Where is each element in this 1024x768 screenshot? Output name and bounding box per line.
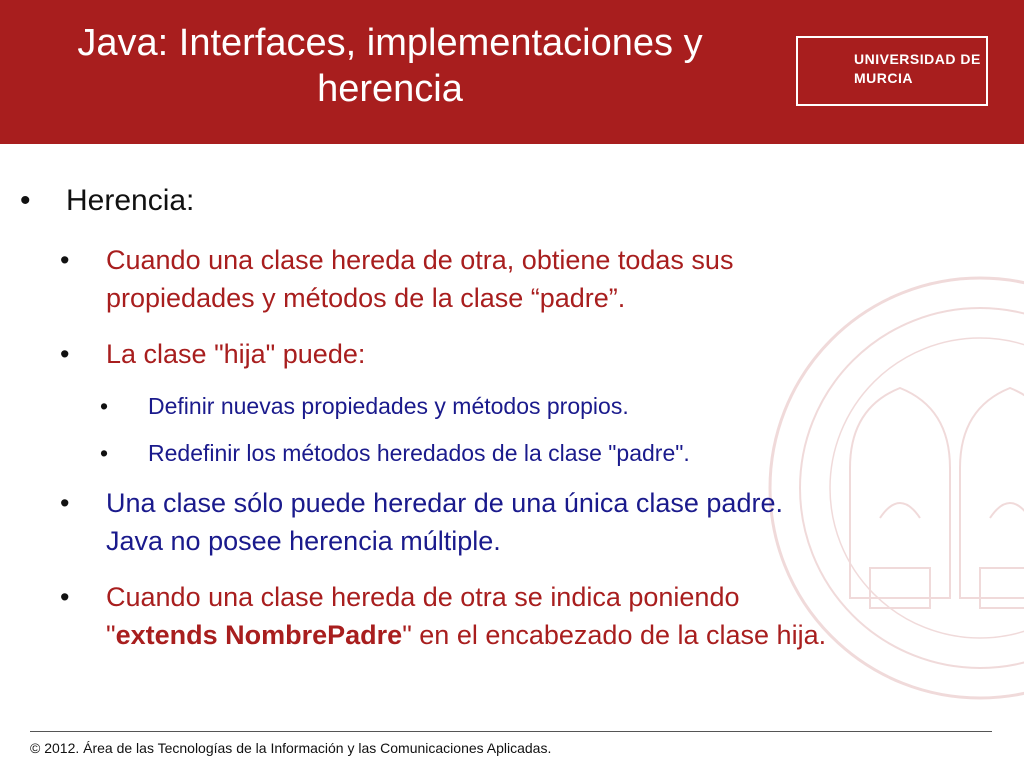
list-item-text-line1: Una clase sólo puede heredar de una única clase padre. [106, 488, 783, 518]
list-item-text-line2: propiedades y métodos de la clase “padre”. [106, 283, 626, 313]
bullet-marker: • [100, 440, 109, 466]
footer-copyright: © 2012. Área de las Tecnologías de la Información y las Comunicaciones Aplicadas. [30, 740, 552, 756]
bullet-marker: • [100, 393, 109, 419]
list-item-text-line2 [106, 616, 826, 654]
bullet-marker: • [60, 488, 70, 518]
logo-text-line1: UNIVERSIDAD DE [854, 51, 981, 67]
quote-open: " [106, 620, 116, 650]
slide-title-line2: herencia [317, 68, 463, 110]
sub-list-item-text: Definir nuevas propiedades y métodos propios. [148, 393, 629, 419]
sub-list-item-text: Redefinir los métodos heredados de la clase "padre". [148, 440, 690, 466]
bullet-marker: • [60, 582, 70, 612]
footer-divider [30, 731, 992, 732]
bullet-marker: • [20, 184, 31, 217]
slide-title-line1: Java: Interfaces, implementaciones y [77, 22, 703, 64]
list-item-text-line1: Cuando una clase hereda de otra, obtiene todas sus [106, 245, 734, 275]
bullet-marker: • [60, 339, 70, 369]
list-item-text-line2: Java no posee herencia múltiple. [106, 526, 501, 556]
section-heading: Herencia: [66, 184, 195, 217]
list-item-text-line1: La clase "hija" puede: [106, 339, 366, 369]
text-tail: " en el encabezado de la clase hija. [402, 620, 827, 650]
code-keyword: extends NombrePadre [115, 620, 403, 650]
list-item-text-line1: Cuando una clase hereda de otra se indica poniendo [106, 582, 740, 612]
logo-text-line2: MURCIA [854, 70, 913, 86]
bullet-marker: • [60, 245, 70, 275]
